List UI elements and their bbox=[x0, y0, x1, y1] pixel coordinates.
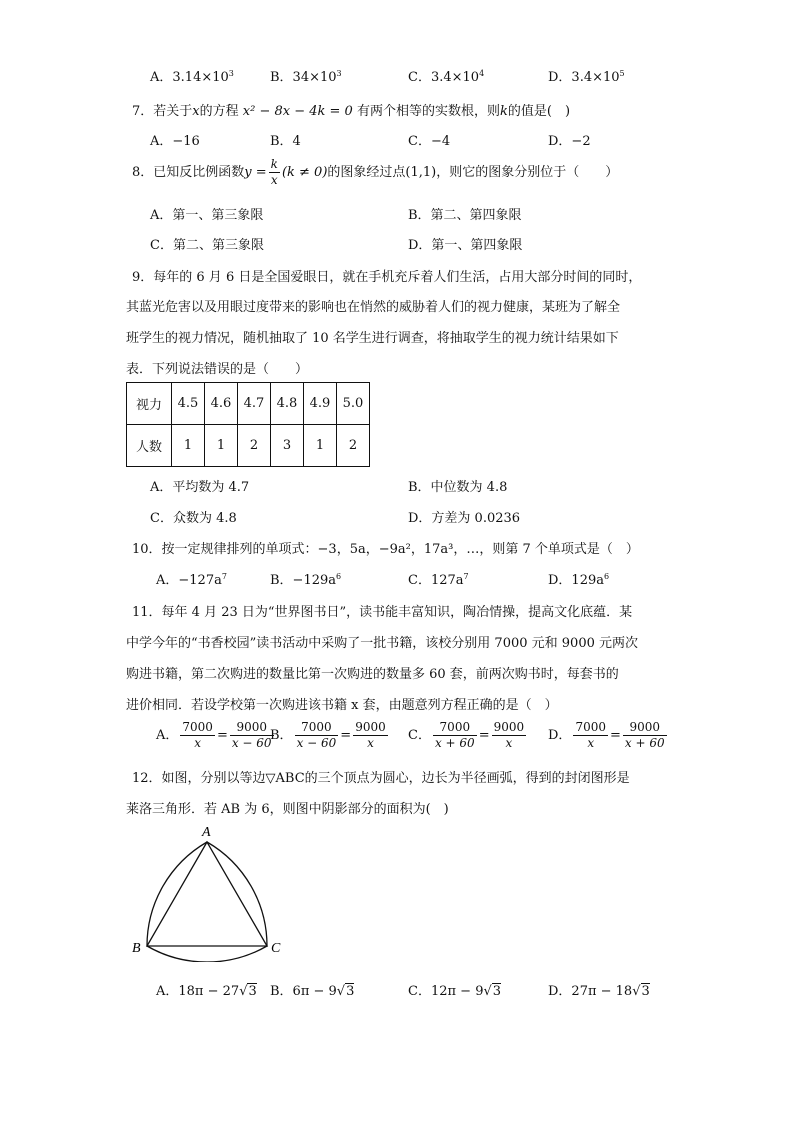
table-cell: 1 bbox=[205, 425, 238, 467]
table-cell: 2 bbox=[238, 425, 271, 467]
q12-line-2: 莱洛三角形．若 AB 为 6，则图中阴影部分的面积为( ) bbox=[126, 802, 449, 817]
q9-line-3: 班学生的视力情况，随机抽取了 10 名学生进行调查，将抽取学生的视力统计结果如下 bbox=[126, 331, 619, 346]
q7-option-c[interactable]: C．−4 bbox=[408, 134, 451, 149]
table-row bbox=[127, 425, 370, 467]
q9-option-c[interactable]: C．众数为 4.8 bbox=[150, 511, 237, 526]
q11-line-3: 购进书籍，第二次购进的数量比第一次购进的数量多 60 套，前两次购书时，每套书的 bbox=[126, 667, 619, 682]
table-cell: 1 bbox=[304, 425, 337, 467]
q9-option-a[interactable]: A．平均数为 4.7 bbox=[150, 480, 250, 495]
q7-options bbox=[150, 130, 710, 152]
table-cell: 4.8 bbox=[271, 383, 304, 425]
table-row bbox=[127, 383, 370, 425]
table-cell: 4.6 bbox=[205, 383, 238, 425]
q12-line-1: 12．如图，分别以等边▽ABC的三个顶点为圆心，边长为半径画弧，得到的封闭图形是 bbox=[132, 771, 630, 786]
q7-equation: x² − 8x − 4k = 0 bbox=[242, 104, 353, 119]
q7-option-d[interactable]: D．−2 bbox=[548, 134, 591, 149]
q9-option-d[interactable]: D．方差为 0.0236 bbox=[408, 511, 521, 526]
q7-stem: 7．若关于x的方程 x² − 8x − 4k = 0 有两个相等的实数根，则k的值是( ) bbox=[132, 104, 571, 119]
table-cell: 2 bbox=[337, 425, 370, 467]
q9-options-row2 bbox=[150, 507, 710, 529]
q9-options-row1 bbox=[150, 476, 710, 498]
q6-option-d[interactable]: D．$3.4\times 10^5$ bbox=[548, 69, 625, 85]
equilateral-triangle bbox=[147, 842, 267, 946]
table-cell: 4.9 bbox=[304, 383, 337, 425]
q12-option-d[interactable]: D．27π − 18√3 bbox=[548, 984, 650, 999]
q6-option-a[interactable]: A．$3.14\times 10^3$ bbox=[150, 69, 234, 85]
q8-options-row1 bbox=[150, 204, 710, 226]
q8-fraction: $\frac{k}{x}$ bbox=[270, 157, 278, 187]
q10-option-a[interactable]: A．$-127a^7$ bbox=[156, 572, 227, 588]
label-c: C bbox=[271, 941, 281, 956]
table-cell: 4.5 bbox=[172, 383, 205, 425]
q11-line-4: 进价相同．若设学校第一次购进该书籍 x 套，由题意列方程正确的是（ ） bbox=[126, 698, 558, 713]
label-a: A bbox=[202, 825, 211, 840]
table-cell: 5.0 bbox=[337, 383, 370, 425]
q6-option-b[interactable]: B．$34\times 10^3$ bbox=[270, 69, 342, 85]
q8-option-a[interactable]: A．第一、第三象限 bbox=[150, 208, 264, 223]
q6-options bbox=[150, 66, 710, 88]
q10-stem: 10．按一定规律排列的单项式：−3，5a，−9a²，17a³，…，则第 7 个单项式是（ ） bbox=[132, 542, 639, 557]
q11-option-b[interactable]: B． $\frac{7000}{x - 60}$ = $\frac{9000}{x}$ bbox=[270, 720, 386, 750]
q9-line-2: 其蓝光危害以及用眼过度带来的影响也在悄然的威胁着人们的视力健康，某班为了解全 bbox=[126, 300, 621, 315]
table-header-count: 人数 bbox=[127, 425, 172, 467]
q11-option-c[interactable]: C． $\frac{7000}{x + 60}$ = $\frac{9000}{x}$ bbox=[408, 720, 525, 750]
q8-options-row2 bbox=[150, 234, 710, 256]
q12-options bbox=[156, 980, 716, 1002]
table-cell: 1 bbox=[172, 425, 205, 467]
q8-option-d[interactable]: D．第一、第四象限 bbox=[408, 238, 523, 253]
q11-option-a[interactable]: A． $\frac{7000}{x}$ = $\frac{9000}{x - 60}$ bbox=[156, 720, 272, 750]
table-header-vision: 视力 bbox=[127, 383, 172, 425]
q8-stem: 8．已知反比例函数y = $\frac{k}{x}$ (k ≠ 0)的图象经过点(1,1)，则它的图象分别位于（ ） bbox=[132, 157, 619, 187]
reuleaux-triangle-figure bbox=[128, 822, 298, 962]
table-cell: 3 bbox=[271, 425, 304, 467]
q11-line-1: 11．每年 4 月 23 日为“世界图书日”，读书能丰富知识，陶冶情操，提高文化底蕴．某 bbox=[132, 605, 633, 620]
q10-option-b[interactable]: B．$-129a^6$ bbox=[270, 572, 342, 588]
vision-table bbox=[126, 382, 370, 467]
reuleaux-arcs bbox=[147, 842, 267, 962]
q10-option-d[interactable]: D．$129a^6$ bbox=[548, 572, 610, 588]
q7-option-a[interactable]: A．−16 bbox=[150, 134, 200, 149]
q10-option-c[interactable]: C．$127a^7$ bbox=[408, 572, 469, 588]
q11-options bbox=[156, 720, 716, 756]
q10-options bbox=[156, 569, 716, 591]
q9-option-b[interactable]: B．中位数为 4.8 bbox=[408, 480, 508, 495]
q12-option-c[interactable]: C．12π − 9√3 bbox=[408, 984, 502, 999]
q12-option-b[interactable]: B．6π − 9√3 bbox=[270, 984, 355, 999]
table-cell: 4.7 bbox=[238, 383, 271, 425]
q8-option-b[interactable]: B．第二、第四象限 bbox=[408, 208, 522, 223]
q8-option-c[interactable]: C．第二、第三象限 bbox=[150, 238, 264, 253]
q9-line-4: 表．下列说法错误的是（ ） bbox=[126, 362, 309, 377]
q12-option-a[interactable]: A．18π − 27√3 bbox=[156, 984, 257, 999]
q11-line-2: 中学今年的“书香校园”读书活动中采购了一批书籍，该校分别用 7000 元和 9000 元两次 bbox=[126, 636, 638, 651]
q11-option-d[interactable]: D． $\frac{7000}{x}$ = $\frac{9000}{x + 60}$ bbox=[548, 720, 665, 750]
label-b: B bbox=[132, 941, 141, 956]
q6-option-c[interactable]: C．$3.4\times 10^4$ bbox=[408, 69, 485, 85]
q7-option-b[interactable]: B．4 bbox=[270, 134, 301, 149]
q9-line-1: 9．每年的 6 月 6 日是全国爱眼日，就在手机充斥着人们生活，占用大部分时间的同时， bbox=[132, 270, 642, 285]
